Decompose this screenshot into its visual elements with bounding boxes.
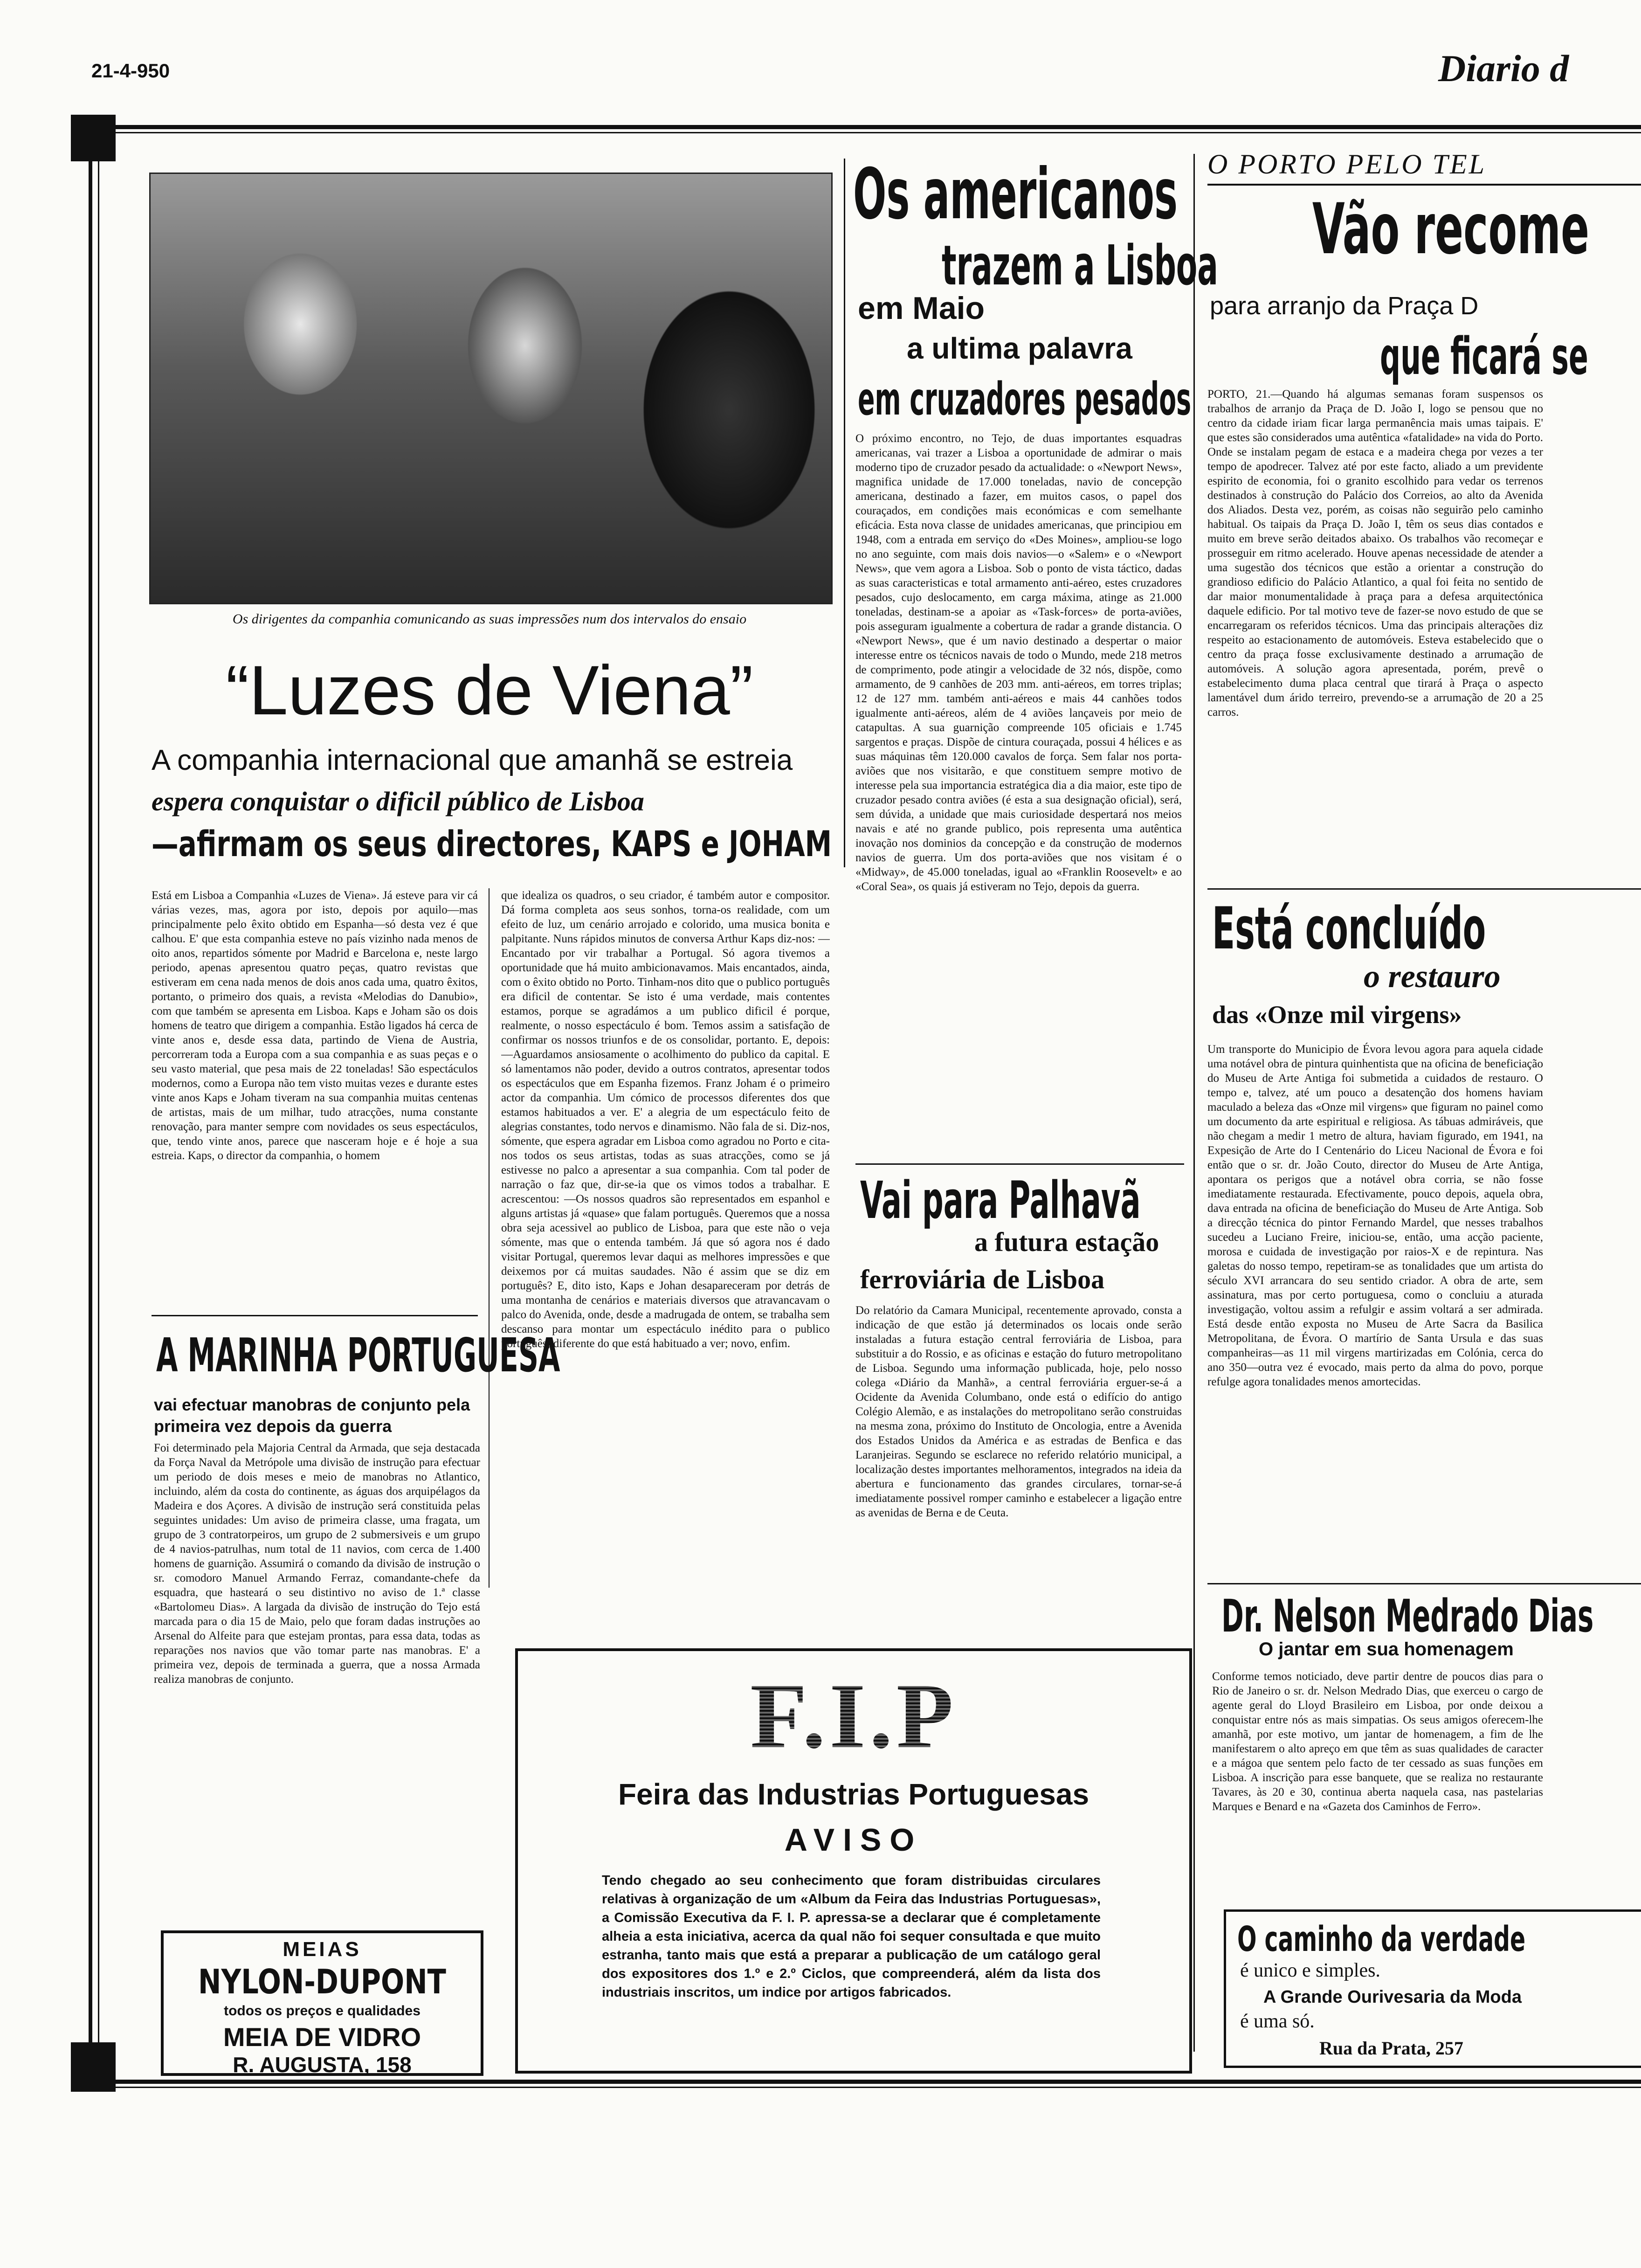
fip-title: Feira das Industrias Portuguesas — [618, 1777, 1089, 1811]
palhava-text: Do relatório da Camara Municipal, recentemente aprovado, consta a indicação de que estão já determinados os locais onde serão instaladas a futura estação central ferroviária de Lisboa, para substituir a do Rossio, e as oficinas e estação do futuro metropolitano de Lisboa. Segundo uma informação publicada, hoje, pelo nosso colega «Diário da Manhã», a central ferroviária erguer-se-á a Ocidente da Avenida Columbano, onde está o edifício do antigo Colégio Alemão, e as instalações do metropolitano serão construidas na mesma zona, próximo do Instituto de Oncologia, entre a Avenida dos Estados Unidos da América e as estradas de Benfica e das Laranjeiras. Segundo se esclarece no referido relatório municipal, a localização destes importantes melhoramentos, integrados na ideia da abertura e funcionamento das grandes circulares, tornar-se-á imediatamente possivel romper caminho e estabelecer a ligação entre as avenidas de Berna e de Ceuta. — [855, 1304, 1182, 1519]
verdade-address: Rua da Prata, 257 — [1319, 2038, 1463, 2059]
frame-left — [89, 159, 92, 2084]
virgens-h3: das «Onze mil virgens» — [1212, 1001, 1462, 1029]
palhava-h2: a futura estação — [974, 1227, 1159, 1257]
porto-kicker: O PORTO PELO TEL — [1207, 149, 1486, 180]
col-divider-1 — [844, 159, 845, 867]
col-divider-2 — [1193, 154, 1195, 2052]
masthead-rule — [112, 125, 1641, 129]
porto-h1: Vão recome — [1312, 189, 1590, 270]
verdade-line-3: é uma só. — [1240, 2011, 1315, 2032]
viena-column-1: Está em Lisboa a Companhia «Luzes de Viena». Já esteve para vir cá várias vezes, mas, agora por isto, depois por aquilo—mas principalmente pelo êxito obtido em Espanha—só desta vez é que calhou. E' que esta companhia esteve no país vizinho nada menos de oito anos, repartidos sómente por Madrid e Barcelona e, neste largo periodo, apenas apresentou quatro peças, quatro revistas que estiveram em cena nada menos de dois anos cada uma, quatro êxitos, portanto, o primeiro dos quais, a revista «Melodias do Danubio», com que também se apresenta em Lisboa. Kaps e Joham são os dois homens de teatro que dirigem a companhia. Estão ligados há cerca de vinte anos e, desde essa data, partindo de Viena de Austria, percorreram toda a Europa com a sua companhia e as suas peças e o seu vasto material, que pesa mais de 22 toneladas! São espectáculos modernos, como a Europa não tem visto muitas vezes e durante estes vinte anos Kaps e Joham tiveram na sua companhia muitas centenas de artistas, mais de um milhar, tudo atracções, numa constante renovação, para manter sempre com novidades os seus espectáculos, que, tendo vinte anos, parece que nasceram hoje e é hoje a sua estreia. Kaps, o director da companhia, o homem — [152, 889, 478, 1162]
porto-h3: que ficará se — [1380, 326, 1588, 386]
americanos-text: O próximo encontro, no Tejo, de duas importantes esquadras americanas, vai trazer a Lisboa a oportunidade de admirar o mais moderno tipo de cruzador pesado da actualidade: o «Newport News», magnifica unidade de 17.000 toneladas, navio de concepção americana, destinado a fazer, em muitos casos, o papel dos couraçados, em condições mais económicas e com semelhante eficácia. Esta nova classe de unidades americanas, que principiou em 1948, com a entrada em serviço do «Des Moines», ampliou-se logo no ano seguinte, com mais dois navios—o «Salem» e o «Newport News», que vem agora a Lisboa. Sob o ponto de vista táctico, dadas as suas caracteristicas e total armamento anti-aéreo, estes cruzadores pesados, cujo deslocamento, em carga máxima, atinge as 21.000 toneladas, destinam-se a apoiar as «Task-forces» de porta-aviões, pois asseguram igualmente a cobertura de radar a grande distancia. O «Newport News», que é um navio destinado a despertar o maior interesse entre os técnicos navais de todo o Mundo, mede 218 metros de comprimento, pode atingir a velocidade de 32 nós, dispõe, como armamento, de 9 canhões de 203 mm. anti-aéreos, em torres triplas; 12 de 127 mm. também anti-aéreos e mais 44 canhões todos igualmente anti-aéreos, além de 4 aviões lançaveis por meio de catapultas. A sua guarnição compreende 105 oficiais e 1.745 sargentos e praças. Dispõe de cintura couraçada, possui 4 hélices e as suas máquinas têm 120.000 cavalos de força. Sem falar nos porta-aviões que nos visitarão, e que constituem sempre motivo de interesse pela sua importancia estratégica dia a dia maior, este tipo de cruzador pesado contra aviões (é esta a sua designação oficial), será, sem dúvida, a unidade que mais curiosidade despertará nos meios navais e até no grande publico, pois representa uma autêntica inovação nos dominios da concepção e da construção de modernos navios de guerra. Um dos porta-aviões que nos visitam é o «Midway», de 45.000 toneladas, igual ao «Franklin Roosevelt» e ao «Coral Sea», os quais já estiveram no Tejo, depois da guerra. — [855, 432, 1182, 893]
viena-column-2: que idealiza os quadros, o seu criador, é também autor e compositor. Dá forma completa aos seus sonhos, torna-os realidade, com um efeito de luz, um cenário arrojado e colorido, uma musica bonita e palpitante. Nuns rápidos minutos de conversa Arthur Kaps diz-nos: —Encantado por vir trabalhar a Portugal. Só agora tivemos a oportunidade que há muito ambicionavamos. Mais encantados, ainda, com o êxito obtido no Porto. Tinham-nos dito que o publico português era dificil de contentar. Se isto é uma verdade, mais contentes estamos, porque se agradámos a um publico dificil é porque, realmente, o nosso espectáculo é bom. Temos assim a satisfação de confirmar os nossos triunfos e de os consolidar, portanto. E, depois: —Aguardamos ansiosamente o acolhimento do publico da capital. E só lamentamos não poder, devido a outros contratos, apresentar todos os espectáculos que em Espanha fizemos. Franz Joham é o primeiro actor da companhia. Um cómico de processos diferentes dos que estamos habituados a ver. E' a alegria de um espectáculo feito de alegrias constantes, todo nervos e dinamismo. Não fala de si. Diz-nos, sómente, que espera agradar em Lisboa como agradou no Porto e cita-nos todos os seus artistas, todas as suas atracções, como se já estivesse no palco a apresentar a sua companhia. Com tal poder de narração o faz que, dir-se-ia que os vimos todos a trabalhar. E acrescentou: —Os nossos quadros são representados em espanhol e alguns artistas já «quase» que falam português. Queremos que a nossa obra seja acessivel ao publico de Lisboa, para que este não o veja sómente, mas que o entenda também. Já que só agora nos é dado visitar Portugal, queremos levar daqui as melhores impressões e que deixemos por cá muitas saudades. Não é assim que se diz em português? E, dito isto, Kaps e Johan desapareceram por detrás de uma montanha de cenários e materiais diversos que atravancavam o palco do Avenida, onde, desde a madrugada de ontem, se trabalha sem descanso para montar um espectáculo inédito para o publico português; diferente do que está habituado a ver; novo, enfim. — [501, 889, 830, 1350]
bottom-rule-thin — [112, 2087, 1641, 2088]
marinha-subtitle: vai efectuar manobras de conjunto pela primeira vez depois da guerra — [154, 1395, 470, 1436]
medrado-rule — [1207, 1583, 1641, 1584]
bottom-rule — [112, 2080, 1641, 2084]
palhava-h1: Vai para Palhavã — [860, 1170, 1141, 1230]
porto-h2: para arranjo da Praça D — [1210, 292, 1479, 320]
photo-directors — [149, 173, 833, 604]
frame-left-thin — [98, 159, 99, 2084]
viena-subtitle-2: espera conquistar o dificil público de Lisboa — [152, 786, 644, 816]
fip-logo: F.I.P — [518, 1665, 1189, 1768]
viena-col-divider — [489, 888, 490, 1588]
fip-ad — [515, 1648, 1192, 2074]
meias-product: MEIA DE VIDRO — [223, 2022, 421, 2052]
palhava-h3: ferroviária de Lisboa — [860, 1264, 1105, 1294]
virgens-h1: Está concluído — [1212, 895, 1486, 962]
americanos-h1: Os americanos — [853, 154, 1178, 235]
viena-title: “Luzes de Viena” — [226, 651, 753, 729]
viena-subtitle-1: A companhia internacional que amanhã se estreia — [152, 744, 793, 776]
virgens-rule — [1207, 888, 1641, 890]
verdade-line-2: A Grande Ourivesaria da Moda — [1263, 1987, 1522, 2007]
marinha-rule — [152, 1315, 478, 1316]
americanos-h5: em cruzadores pesados — [858, 373, 1192, 425]
viena-subtitle-3: —afirmam os seus directores, KAPS e JOHAM — [152, 823, 832, 864]
marinha-title: A MARINHA PORTUGUESA — [156, 1328, 560, 1383]
virgens-text: Um transporte do Municipio de Évora levou agora para aquela cidade uma notável obra de pintura quinhentista que na oficina de beneficiação do Museu de Arte Antiga foi submetida a cuidados de restauro. O tempo e, talvez, até um pouco a desatenção dos homens haviam maculado a beleza das «Onze mil virgens» que figuram no painel como um documento da arte espiritual e religiosa. As tábuas admiráveis, que não chegam a medir 1 metro de altura, haviam figurado, em 1941, na Expesição de Arte do I Centenário do Liceu Nacional de Évora e foi então que o sr. dr. João Couto, director do Museu de Arte Antiga, apontara os perigos que a notável obra corria, se não fosse imediatamente restaurada. Efectivamente, pouco depois, aquela obra, dava entrada na oficina de beneficiação do Museu de Arte Antiga. Sob a direcção técnica do pintor Fernando Mardel, que nesses trabalhos sucedeu a Luciano Freire, iniciou-se, então, uma acção paciente, morosa e cuidada de investigação por raios-X e de repintura. Nas galetas do nosso tempo, repetiram-se as tonalidades que um artista do século XVI arrancara do seu sentido criador. A obra de arte, sem assinatura, mas por certo portuguesa, como o concluiu a aturada investigação, voltou assim a refulgir e assim voltará a ser admirada. Está desde então exposta no Museu de Arte Sacra da Basilica Metropolitana, de Évora. O martírio de Santa Ursula e das suas companheiras—as 11 mil virgens martirizadas em Colónia, cerca do ano 350—outra vez é evocado, mais perto da alma do povo, porque refulge agora tonalidades menos amortecidas. — [1207, 1043, 1543, 1388]
americanos-h2: trazem a Lisboa — [942, 233, 1218, 297]
marinha-text: Foi determinado pela Majoria Central da Armada, que seja destacada da Força Naval da Metrópole uma divisão de instrução para efectuar um periodo de dois meses e meio de manobras no Atlantico, incluindo, além da costa do continente, as águas dos arquipélagos da Madeira e dos Açores. A divisão de instrução será constituida pelas seguintes unidades: Um aviso de primeira classe, uma fragata, um grupo de 3 contratorpeiros, um grupo de 2 submersiveis e um grupo de 4 navios-patrulhas, num total de 11 navios, com cerca de 1.400 homens de guarnição. Assumirá o comando da divisão de instrução o sr. comodoro Manuel Armando Ferraz, comandante-chefe da esquadra, que hasteará o seu distintivo no aviso de 1.ª classe «Bartolomeu Dias». A largada da divisão de instrução do Tejo está marcada para o dia 15 de Maio, pelo que foram dadas instruções ao Arsenal do Alfeite para que estejam prontas, para essa data, todas as reparações nos navios que vão tomar parte nas manobras. E' a primeira vez, depois de terminada a guerra, que a nossa Armada realiza manobras de conjunto. — [154, 1442, 480, 1686]
paper-title: Diario d — [1438, 47, 1569, 90]
fip-text: Tendo chegado ao seu conhecimento que foram distribuidas circulares relativas à organização de um «Album da Feira das Industrias Portuguesas», a Comissão Executiva da F. I. P. apressa-se a declarar que é completamente alheia a esta iniciativa, acerca da qual não foi sequer consultada e que muito estranha, tanto mais que está a preparar a publicação de um catálogo geral dos expositores dos 1.º e 2.º Ciclos, que compreenderá, além da lista dos industriais inscritos, um indice por artigos fabricados. — [602, 1873, 1101, 2000]
verdade-title: O caminho da verdade — [1237, 1919, 1526, 1959]
porto-text: PORTO, 21.—Quando há algumas semanas foram suspensos os trabalhos de arranjo da Praça de D. João I, logo se pensou que no centro da cidade iriam ficar larga permanência mais umas taipais. E' que estes são considerados uma autêntica «fatalidade» na vida do Porto. Onde se instalam pegam de estaca e a madeira chega por vezes a ter tempo de apodrecer. Talvez até por este facto, aliado a um previdente espirito de economia, foi o granito escolhido para vedar os terrenos destinados à construção do Palácio dos Correios, ao alto da Avenida dos Aliados. Desta vez, porém, as coisas não seguirão pelo caminho habitual. Os taipais da Praça D. João I, têm os seus dias contados e muito em breve serão deitados abaixo. Os trabalhos vão recomeçar e prosseguir em ritmo acelerado. Houve apenas necessidade de atender a uma sugestão dos técnicos que estão a orientar a construção do grandioso edificio do Palácio Atlantico, a qual foi feita no sentido de dar maior monumentalidade à praça para a defesa arquitectónica daquele edificio. Por tal motivo teve de fazer-se novo estudo de que se encarregaram os referidos técnicos. Uma das principais alterações diz respeito ao estacionamento de automóveis. Esteva estabelecido que o centro da praça fosse exclusivamente destinado a arrumação de automóveis. A solução agora apresentada, porém, prevê o estabelecimento duma placa central que tirará à Praça o aspecto lamentável dum árido terreiro, prevendo-se a arrumação de 20 a 25 carros. — [1207, 388, 1543, 719]
page-date: 21-4-950 — [91, 60, 170, 82]
medrado-text: Conforme temos noticiado, deve partir dentre de poucos dias para o Rio de Janeiro o sr. dr. Nelson Medrado Dias, que exerceu o cargo de agente geral do Lloyd Brasileiro em Lisboa, por onde deixou a conquistar entre nós as mais simpatias. Os seus amigos oferecem-lhe amanhã, por este motivo, um jantar de homenagem, a fim de lhe manifestarem o alto apreço em que têm as suas qualidades de caracter e a mágoa que sentem pelo facto de ter cessado as suas funções em Lisboa. A inscrição para esse banquete, que se realiza no restaurante Tavares, às 20 e 30, continua aberta naquela casa, nas pastelarias Marques e Benard e na «Gazeta dos Caminhos de Ferro». — [1212, 1670, 1543, 1813]
palhava-rule — [855, 1163, 1184, 1165]
photo-caption: Os dirigentes da companhia comunicando as suas impressões num dos intervalos do ensaio — [232, 611, 747, 627]
meias-prices: todos os preços e qualidades — [224, 2003, 421, 2019]
corner-block-top — [71, 115, 116, 161]
medrado-h2: O jantar em sua homenagem — [1259, 1639, 1514, 1660]
masthead-rule-thin — [112, 132, 1641, 133]
verdade-line-1: é unico e simples. — [1240, 1960, 1380, 1981]
porto-kicker-rule — [1207, 184, 1641, 186]
americanos-h4: a ultima palavra — [907, 332, 1132, 365]
meias-ad — [161, 1930, 483, 2076]
corner-block-bottom — [71, 2042, 116, 2092]
fip-aviso: AVISO — [784, 1822, 923, 1858]
americanos-h3: em Maio — [858, 290, 985, 326]
virgens-h2: o restauro — [1364, 959, 1501, 995]
verdade-ad — [1224, 1909, 1641, 2068]
meias-address: R. AUGUSTA, 158 — [233, 2053, 412, 2077]
medrado-h1: Dr. Nelson Medrado Dias — [1221, 1590, 1594, 1642]
meias-brand: NYLON-DUPONT — [198, 1962, 446, 2001]
meias-label: MEIAS — [283, 1938, 362, 1961]
